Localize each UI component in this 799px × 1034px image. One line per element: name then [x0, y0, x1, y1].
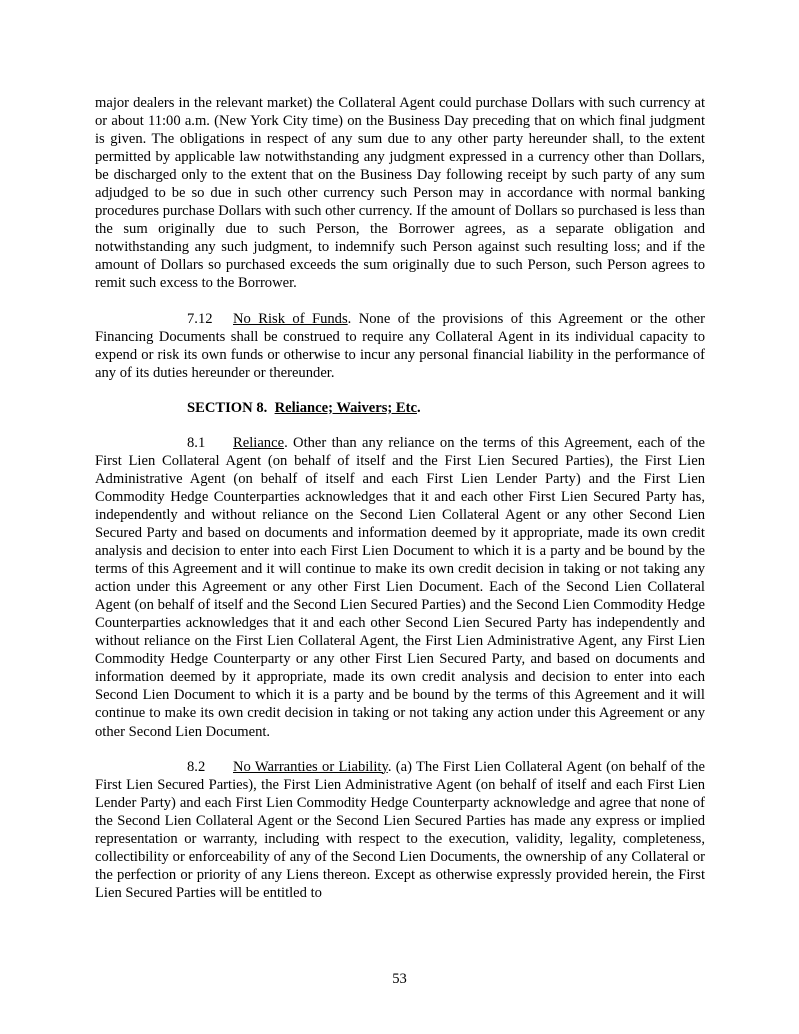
section-text: . (a) The First Lien Collateral Agent (on behalf of the First Lien Secured Parties), the First Lien Administrative Agent (on behalf of itself and each First Lien Lender Party) and each First Lien Commodity Hedge Counterparty acknowledge and agree that none of the Second Lien Collateral Agent or the Second Lien Secured Parties has made any express or implied representation or warranty, including with respect to the execution, validity, legality, completeness, collectibility or enforceability of any of the Second Lien Documents, the ownership of any Collateral or the perfection or priority of any Liens thereon. Except as otherwise expressly provided herein, the First Lien Secured Parties will be entitled to [95, 758, 705, 901]
section-number: 7.12 [187, 310, 213, 327]
section-heading: Reliance [233, 434, 285, 451]
section-8-1 [95, 434, 705, 741]
section-title: Reliance; Waivers; Etc [274, 399, 417, 416]
section-text: . Other than any reliance on the terms of this Agreement, each of the First Lien Collateral Agent (on behalf of itself and the First Lien Secured Parties), the First Lien Administrative Agent (on behalf of itself and each First Lien Lender Party) and the First Lien Commodity Hedge Counterparties acknowledges that it and each other First Lien Secured Party has, independently and without reliance on the Second Lien Collateral Agent or any other Second Lien Secured Party and based on documents and information deemed by it appropriate, made its own credit analysis and decision to enter into each First Lien Document to which it is a party and be bound by the terms of this Agreement and it will continue to make its own credit decision in taking or not taking any action under this Agreement or any other First Lien Document. Each of the Second Lien Collateral Agent (on behalf of itself and the Second Lien Secured Parties) and the Second Lien Commodity Hedge Counterparties acknowledges that it and each other Second Lien Secured Party has independently and without reliance on the First Lien Collateral Agent, the First Lien Administrative Agent, any First Lien Commodity Hedge Counterparty or any other First Lien Secured Party, and based on documents and information deemed by it appropriate, made its own credit analysis and decision to enter into each Second Lien Document to which it is a party and be bound by the terms of this Agreement and it will continue to make its own credit decision in taking or not taking any action under this Agreement or any other Second Lien Document. [95, 434, 705, 740]
section-label: SECTION 8. [187, 399, 268, 416]
page-number: 53 [392, 971, 407, 987]
paragraph-continued: major dealers in the relevant market) the Collateral Agent could purchase Dollars with such currency at or about 11:00 a.m. (New York City time) on the Business Day preceding that on which final judgment is given. The obligations in respect of any sum due to any other party hereunder shall, to the extent permitted by applicable law notwithstanding any judgment expressed in a currency other than Dollars, be discharged only to the extent that on the Business Day following receipt by such party of any sum adjudged to be so due in such other currency such Person may in accordance with normal banking procedures purchase Dollars with such other currency. If the amount of Dollars so purchased is less than the sum originally due to such Person, the Borrower agrees, as a separate obligation and notwithstanding any such judgment, to indemnify such Person against such resulting loss; and if the amount of Dollars so purchased exceeds the sum originally due to such Person, such Person agrees to remit such excess to the Borrower. [95, 95, 705, 292]
section-heading: No Risk of Funds [233, 310, 348, 327]
section-7-12 [95, 310, 705, 382]
section-number: 8.2 [187, 758, 206, 775]
section-8-2 [95, 758, 705, 902]
section-heading: No Warranties or Liability [233, 758, 388, 775]
section-8-heading: SECTION 8. Reliance; Waivers; Etc. [187, 399, 421, 416]
document-page [95, 94, 705, 902]
section-text: . None of the provisions of this Agreement or the other Financing Documents shall be construed to require any Collateral Agent in its individual capacity to expend or risk its own funds or otherwise to incur any personal financial liability in the performance of any of its duties hereunder or thereunder. [95, 310, 706, 381]
section-number: 8.1 [187, 434, 206, 451]
